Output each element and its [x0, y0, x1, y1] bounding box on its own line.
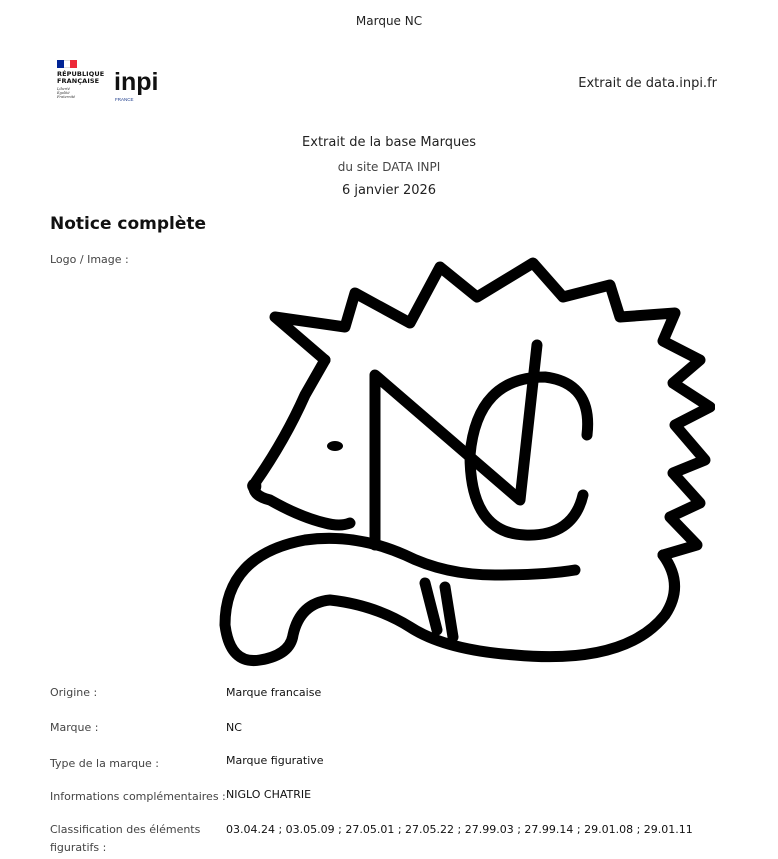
notice-title: Notice complète — [50, 214, 207, 234]
intro-block — [0, 131, 778, 203]
marque-value: NC — [226, 721, 242, 734]
classification-label: Classification des éléments figuratifs : — [50, 823, 201, 854]
inpi-logo — [113, 64, 173, 104]
hedgehog-nc-logo-image — [215, 255, 715, 675]
republique-francaise-text: RÉPUBLIQUE FRANÇAISE — [57, 70, 105, 85]
svg-text:FRANCE: FRANCE — [115, 97, 134, 102]
type-marque-value: Marque figurative — [226, 754, 324, 767]
letter-n — [375, 345, 537, 545]
extrait-site-label: Extrait de data.inpi.fr — [578, 76, 717, 91]
republique-francaise-logo — [55, 58, 111, 106]
intro-date: 6 janvier 2026 — [341, 183, 437, 198]
informations-complementaires-value: NIGLO CHATRIE — [226, 788, 312, 801]
origine-label: Origine : — [50, 686, 98, 699]
informations-complementaires-label: Informations complémentaires : — [50, 790, 226, 803]
hedgehog-spines — [275, 263, 710, 555]
intro-line-2: du site DATA INPI — [337, 160, 441, 174]
french-flag-icon — [57, 60, 77, 68]
logo-image-label: Logo / Image : — [50, 253, 129, 266]
header — [55, 58, 725, 108]
republique-motto: Liberté Égalité Fraternité — [57, 87, 76, 100]
type-marque-label: Type de la marque : — [50, 757, 160, 770]
intro-line-1: Extrait de la base Marques — [302, 135, 476, 150]
origine-value: Marque francaise — [226, 686, 322, 699]
page-title: Marque NC — [355, 14, 423, 28]
hedgehog-eye — [327, 441, 343, 451]
marque-label: Marque : — [50, 721, 99, 734]
svg-text:inpi: inpi — [114, 68, 159, 96]
classification-value: 03.04.24 ; 03.05.09 ; 27.05.01 ; 27.05.22 ; 27.99.03 ; 27.99.14 ; 29.01.08 ; 29.01.11 — [226, 823, 693, 836]
